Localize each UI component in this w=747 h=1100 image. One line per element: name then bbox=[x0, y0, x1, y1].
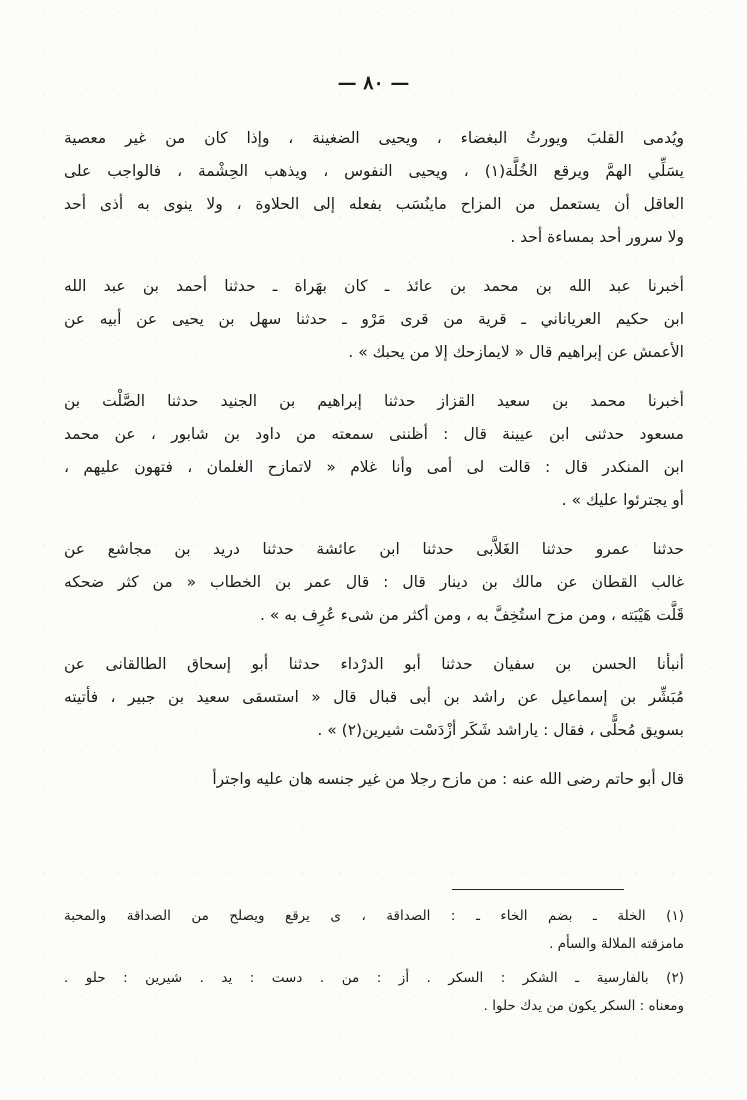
text-line: أخبرنا محمد بن سعيد القزاز حدثنا إبراهيم بن الجنيد حدثنا الصَّلْت بن bbox=[64, 392, 684, 410]
text-line: أو يجترئوا عليك » . bbox=[561, 491, 684, 509]
text-line: الأعمش عن إبراهيم قال « لايمازحك إلا من يحبك » . bbox=[348, 343, 684, 361]
text-line: أنبأنا الحسن بن سفيان حدثنا أبو الدرْداء حدثنا أبو إسحاق الطالقانى عن bbox=[64, 655, 684, 673]
text-line: حدثنا عمرو حدثنا الغَلاَّبى حدثنا ابن عائشة حدثنا دريد بن مجاشع عن bbox=[64, 540, 684, 558]
footnote-line: (١) الخلة ـ بضم الخاء ـ : الصداقة ، ى يرقع ويصلح من الصداقة والمحبة bbox=[64, 908, 684, 924]
text-line: ابن حكيم العرياناني ـ قرية من قرى مَرْو ـ حدثنا سهل بن يحيى عن أبيه عن bbox=[64, 310, 684, 328]
text-line: بسويق مُحلًّى ، فقال : ياراشد شَكَر أزْدَسْت شيرين(٢) » . bbox=[317, 721, 684, 739]
text-line: ابن المنكدر قال : قالت لى أمى وأنا غلام « لاتمازح الغلمان ، فتهون عليهم ، bbox=[64, 458, 684, 476]
paragraph bbox=[64, 122, 684, 254]
footnote-line: ومعناه : السكر يكون من يدك حلوا . bbox=[483, 998, 684, 1014]
text-line: ويُدمى القلبَ ويورثُ البغضاء ، ويحيى الضغينة ، وإذا كان من غير معصية bbox=[64, 129, 684, 147]
paragraph bbox=[64, 763, 684, 796]
page-number: — ٨٠ — bbox=[337, 72, 410, 94]
text-line: مُبَشِّر بن إسماعيل عن راشد بن أبى قبال قال « استسقى سعيد بن جبير ، فأتيته bbox=[64, 688, 684, 706]
paragraph bbox=[64, 648, 684, 747]
paragraph bbox=[64, 385, 684, 517]
paragraph bbox=[64, 533, 684, 632]
paragraph bbox=[64, 270, 684, 369]
text-line: قال أبو حاتم رضى الله عنه : من مازح رجلا من غير جنسه هان عليه واجترأ bbox=[212, 770, 684, 788]
main-text bbox=[64, 122, 684, 812]
text-line: غالب القطان عن مالك بن دينار قال : قال عمر بن الخطاب « من كثر ضحكه bbox=[64, 573, 684, 591]
footnote bbox=[64, 964, 684, 1020]
text-line: العاقل أن يستعمل من المزاح ماينُسَب بفعله إلى الحلاوة ، ولا ينوى به أذى أحد bbox=[64, 195, 684, 213]
footnotes bbox=[64, 902, 684, 1026]
footnote-line: مامزقته الملالة والسأم . bbox=[549, 936, 684, 952]
text-line: أخبرنا عبد الله بن محمد بن عائذ ـ كان بهَراة ـ حدثنا أحمد بن عبد الله bbox=[64, 277, 684, 295]
footnote-separator bbox=[452, 889, 624, 890]
text-line: مسعود حدثنى ابن عيينة قال : أظننى سمعته من داود بن شابور ، عن محمد bbox=[64, 425, 684, 443]
text-line: قَلَّت هَيْبَته ، ومن مزح استُخِفَّ به ، ومن أكثر من شىء عُرِف به » . bbox=[260, 606, 684, 624]
footnote bbox=[64, 902, 684, 958]
text-line: يسَلِّي الهمَّ ويرقع الخُلَّة(١) ، ويحيى النفوس ، ويذهب الحِشْمة ، فالواجب على bbox=[64, 162, 684, 180]
footnote-line: (٢) بالفارسية ـ الشكر : السكر . أز : من . دست : يد . شيرين : حلو . bbox=[64, 970, 684, 986]
text-line: ولا سرور أحد بمساءة أحد . bbox=[510, 228, 684, 246]
